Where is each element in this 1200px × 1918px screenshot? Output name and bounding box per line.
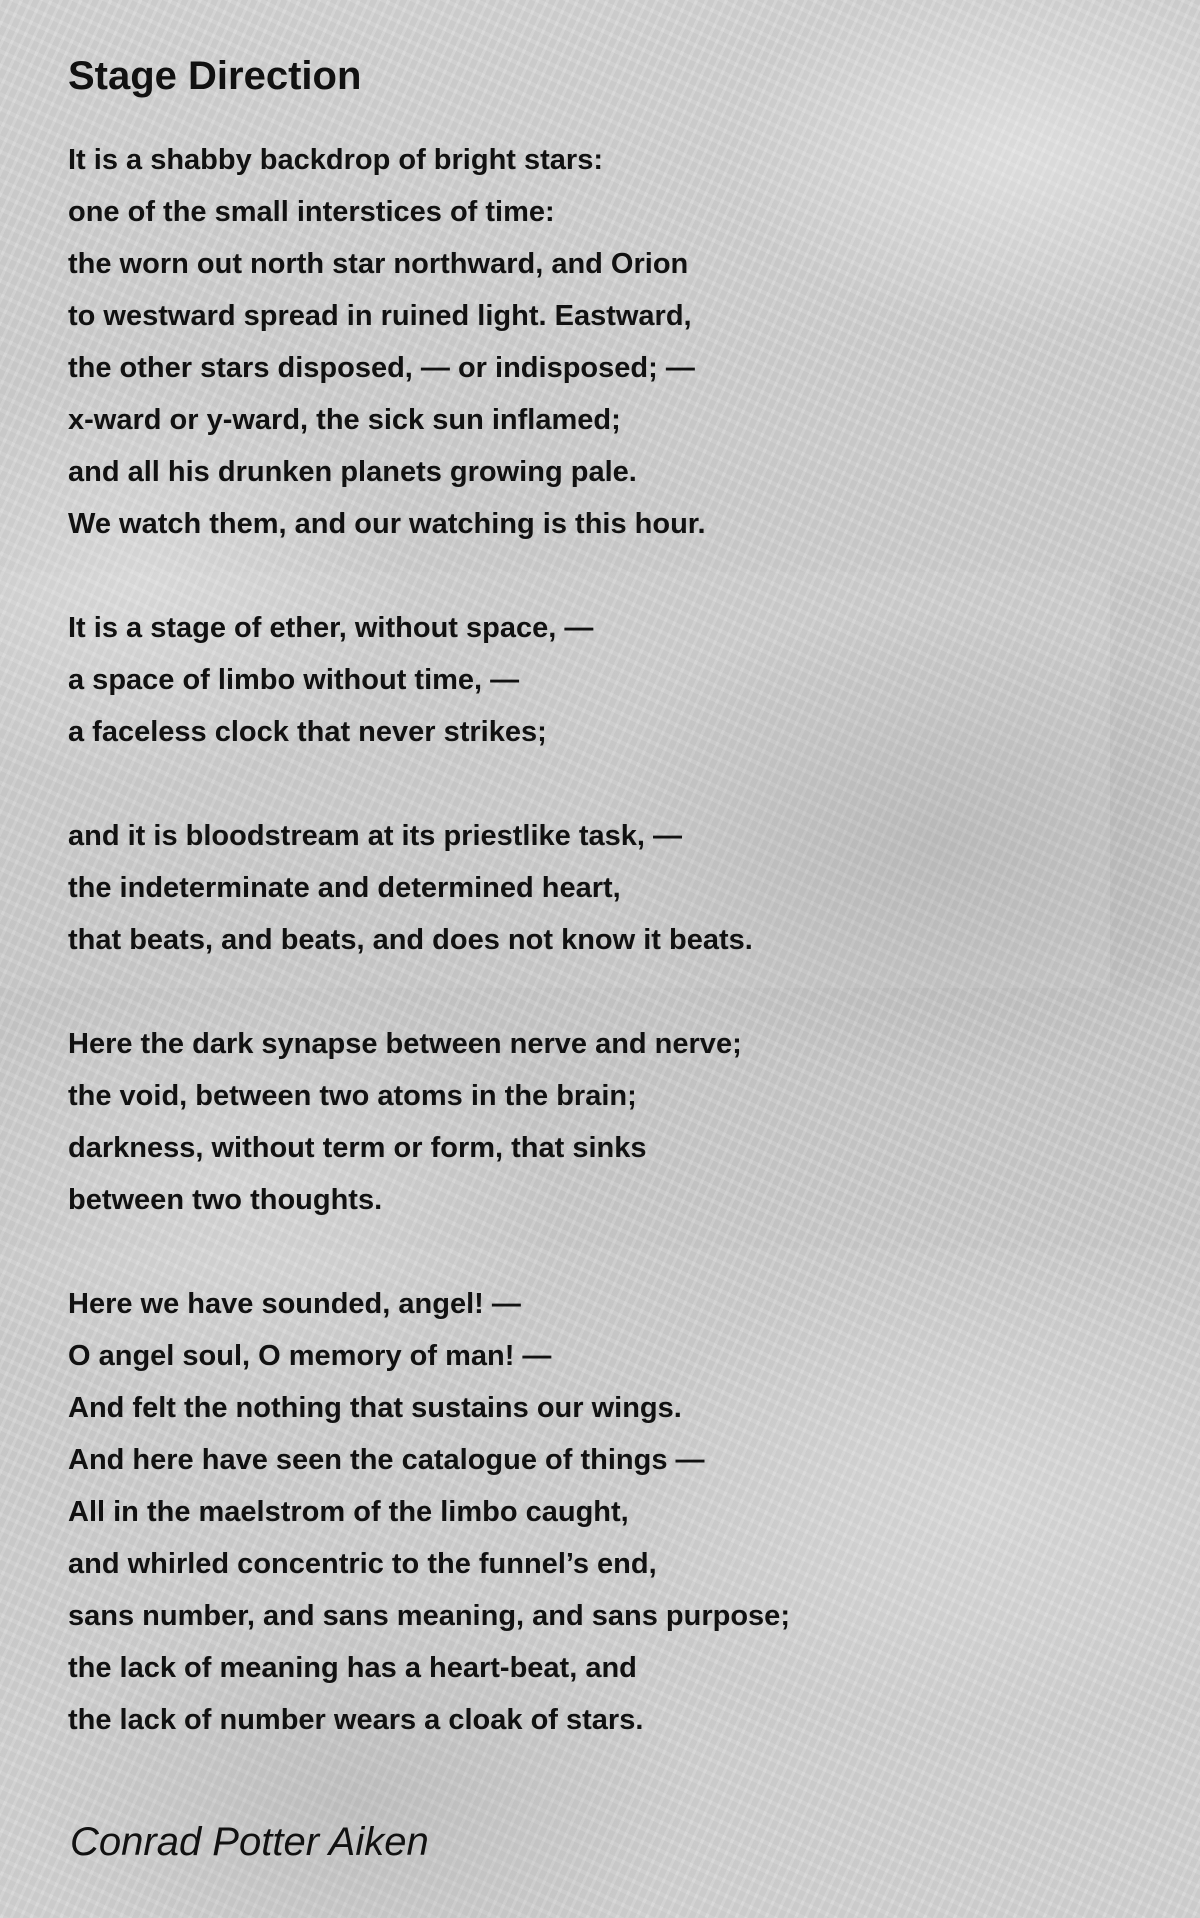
- stanza: [68, 810, 1148, 966]
- poem-line: It is a shabby backdrop of bright stars:: [68, 144, 603, 176]
- poem-line: And here have seen the catalogue of things —: [68, 1444, 705, 1476]
- stanza: [68, 1018, 1148, 1226]
- poem-line: the lack of number wears a cloak of stars.: [68, 1704, 644, 1736]
- stanza: [68, 134, 1148, 550]
- poem-line: and whirled concentric to the funnel’s end,: [68, 1548, 657, 1580]
- poem-line: And felt the nothing that sustains our wings.: [68, 1392, 682, 1424]
- poem-line: the worn out north star northward, and Orion: [68, 248, 689, 280]
- poem-author: Conrad Potter Aiken: [70, 1820, 429, 1864]
- poem-line: and all his drunken planets growing pale.: [68, 456, 637, 488]
- poem-line: We watch them, and our watching is this hour.: [68, 508, 706, 540]
- poem-line: All in the maelstrom of the limbo caught,: [68, 1496, 629, 1528]
- poem: [68, 50, 1148, 1746]
- poem-line: a faceless clock that never strikes;: [68, 716, 547, 748]
- poem-line: the void, between two atoms in the brain;: [68, 1080, 637, 1112]
- poem-line: one of the small interstices of time:: [68, 196, 555, 228]
- poem-line: darkness, without term or form, that sinks: [68, 1132, 647, 1164]
- poem-line: between two thoughts.: [68, 1184, 383, 1216]
- poem-line: and it is bloodstream at its priestlike task, —: [68, 820, 683, 852]
- poem-title: Stage Direction: [68, 54, 362, 98]
- poem-line: to westward spread in ruined light. Eastward,: [68, 300, 692, 332]
- poem-line: that beats, and beats, and does not know it beats.: [68, 924, 753, 956]
- poem-line: x-ward or y-ward, the sick sun inflamed;: [68, 404, 621, 436]
- poem-line: sans number, and sans meaning, and sans purpose;: [68, 1600, 790, 1632]
- poem-line: a space of limbo without time, —: [68, 664, 520, 696]
- stanza: [68, 602, 1148, 758]
- stanza: [68, 1278, 1148, 1746]
- poem-line: It is a stage of ether, without space, —: [68, 612, 594, 644]
- poem-line: Here we have sounded, angel! —: [68, 1288, 521, 1320]
- poem-line: the lack of meaning has a heart-beat, and: [68, 1652, 637, 1684]
- poem-line: Here the dark synapse between nerve and nerve;: [68, 1028, 742, 1060]
- poem-line: the indeterminate and determined heart,: [68, 872, 621, 904]
- poem-line: O angel soul, O memory of man! —: [68, 1340, 552, 1372]
- poem-line: the other stars disposed, — or indisposed; —: [68, 352, 695, 384]
